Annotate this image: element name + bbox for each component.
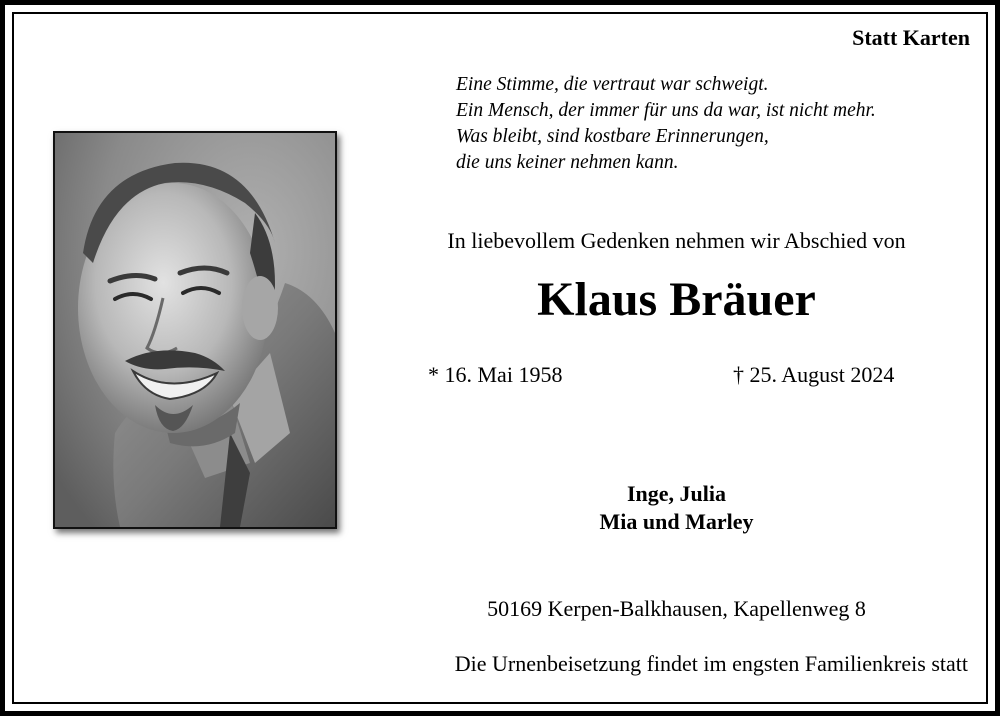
farewell-intro: In liebevollem Gedenken nehmen wir Abschied von <box>447 228 906 253</box>
deceased-name: Klaus Bräuer <box>537 273 816 326</box>
poem-line: Was bleibt, sind kostbare Erinnerungen, <box>456 126 769 147</box>
poem-line: Eine Stimme, die vertraut war schweigt. <box>456 74 769 95</box>
poem-line: Ein Mensch, der immer für uns da war, ist nicht mehr. <box>456 100 876 121</box>
birth-date: * 16. Mai 1958 <box>428 362 563 387</box>
portrait-photo <box>53 131 337 529</box>
mourner-line: Inge, Julia <box>626 481 727 506</box>
mourners <box>363 480 990 536</box>
death-date: † 25. August 2024 <box>733 362 895 387</box>
memorial-poem <box>456 72 876 176</box>
address: 50169 Kerpen-Balkhausen, Kapellenweg 8 <box>487 596 866 621</box>
mourner-line: Mia und Marley <box>599 509 754 534</box>
burial-note: Die Urnenbeisetzung findet im engsten Familienkreis statt <box>454 651 968 676</box>
header-statt-karten: Statt Karten <box>852 25 970 50</box>
poem-line: die uns keiner nehmen kann. <box>456 152 679 173</box>
